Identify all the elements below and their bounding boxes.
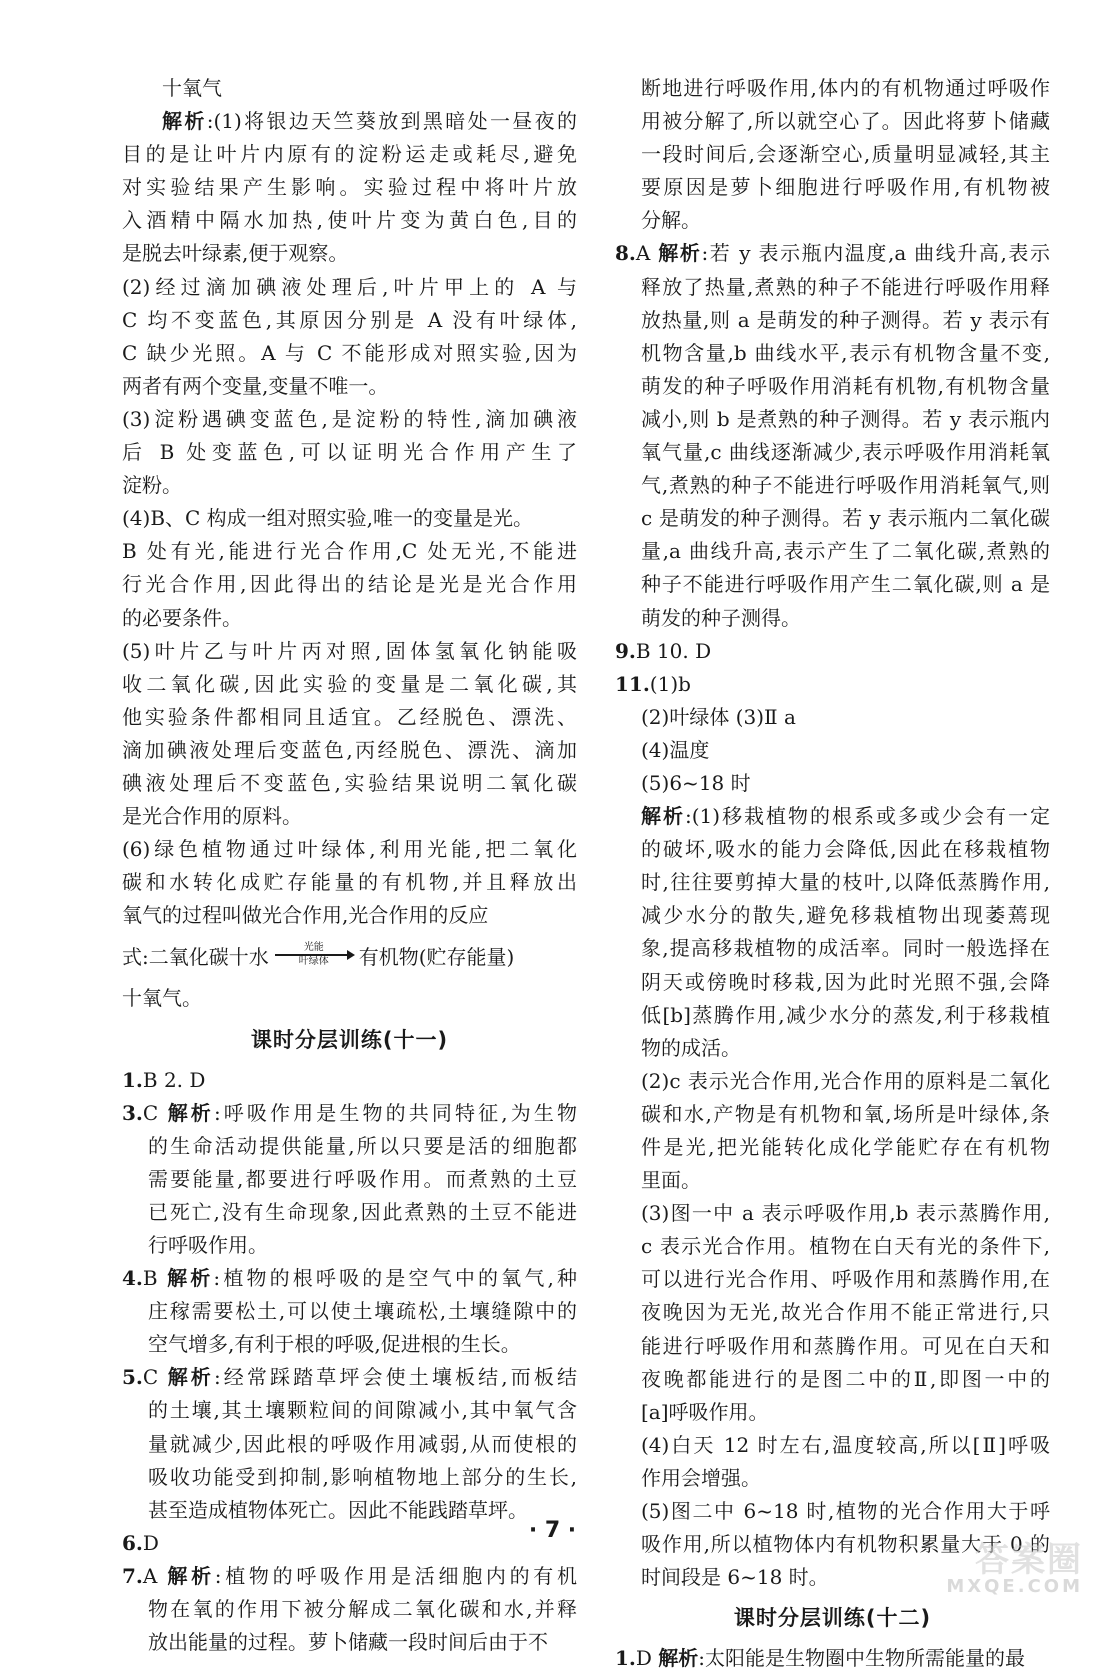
text-line (122, 72, 577, 105)
line-text: 碳和水转化成贮存能量的有机物,并且释放出 (122, 870, 577, 895)
text-line (615, 469, 1050, 502)
text-line (615, 1098, 1050, 1131)
line-text: 一段时间后,会逐渐空心,质量明显减轻,其主 (641, 142, 1050, 167)
line-text: 减少水分的散失,避免移栽植物出现萎蔫现 (641, 903, 1050, 928)
text-line (615, 204, 1050, 237)
line-text: 量就减少,因此根的呼吸作用减弱,从而使根的 (148, 1431, 577, 1456)
text-line (122, 1461, 577, 1494)
text-line (615, 833, 1050, 866)
text-line (615, 1396, 1050, 1429)
line-text: (2)c 表示光合作用,光合作用的原料是二氧化 (641, 1068, 1050, 1093)
text-line (122, 668, 577, 701)
text-line (122, 1428, 577, 1461)
text-line (122, 1163, 577, 1196)
line-text: C 缺少光照。A 与 C 不能形成对照实验,因为 (122, 340, 577, 365)
text-line (122, 237, 577, 270)
text-line (122, 1295, 577, 1328)
text-line (122, 304, 577, 337)
line-text: C (142, 1365, 168, 1390)
line-text: :经常踩踏草坪会使土壤板结,而板结 (213, 1365, 577, 1390)
line-text: 空气增多,有利于根的呼吸,促进根的生长。 (148, 1332, 521, 1357)
line-text: 目的是让叶片内原有的淀粉运走或耗尽,避免 (122, 142, 577, 167)
text-line (122, 568, 577, 601)
question-number: 7. (122, 1563, 143, 1588)
text-line (615, 1642, 1050, 1675)
text-line (615, 1263, 1050, 1296)
text-line (122, 1361, 577, 1394)
text-line (615, 966, 1050, 999)
line-text: 的生命活动提供能量,所以只要是活的细胞都 (148, 1133, 577, 1158)
line-text: 行光合作用,因此得出的结论是光是光合作用 (122, 572, 577, 597)
text-line (615, 535, 1050, 568)
line-text: 件是光,把光能转化成化学能贮存在有机物 (641, 1135, 1050, 1159)
text-line (615, 403, 1050, 436)
line-text: 吸作用,所以植物体内有机物积累量大于 0 的 (641, 1532, 1050, 1557)
line-text: 他实验条件都相同且适宜。乙经脱色、漂洗、 (122, 704, 577, 729)
line-text: 物在氧的作用下被分解成二氧化碳和水,并释 (148, 1597, 577, 1622)
line-text: B (142, 1266, 168, 1291)
line-text: 时间段是 6~18 时。 (641, 1565, 829, 1590)
text-line (122, 1064, 577, 1097)
text-line (615, 1164, 1050, 1197)
text-line (615, 171, 1050, 204)
line-text: 入酒精中隔水加热,使叶片变为黄白色,目的 (122, 208, 577, 233)
text-line (615, 701, 1050, 734)
line-text: 断地进行呼吸作用,体内的有机物通过呼吸作 (641, 76, 1050, 100)
text-line (122, 635, 577, 668)
line-text: c 是萌发的种子测得。若 y 表示瓶内二氧化碳 (641, 506, 1050, 531)
text-line (615, 800, 1050, 833)
question-number: 1. (122, 1067, 143, 1092)
line-text: 萌发的种子呼吸作用消耗有机物,有机物含量 (641, 373, 1050, 398)
reaction-arrow (275, 942, 353, 968)
text-line (122, 734, 577, 767)
line-text: 甚至造成植物体死亡。因此不能践踏草坪。 (148, 1497, 528, 1522)
left-column (122, 72, 577, 1659)
text-line (615, 734, 1050, 767)
line-text: B 2. D (142, 1067, 206, 1092)
text-line (615, 932, 1050, 965)
line-text: (4)白天 12 时左右,温度较高,所以[Ⅱ]呼吸 (641, 1432, 1050, 1457)
text-line (615, 502, 1050, 535)
analysis-label: 解析 (641, 804, 685, 829)
text-line (122, 1229, 577, 1262)
line-text: 时,往往要剪掉大量的枝叶,以降低蒸腾作用, (641, 870, 1050, 895)
text-line (122, 535, 577, 568)
question-number: 5. (122, 1365, 143, 1390)
right-column (615, 72, 1050, 1675)
line-text: :植物的呼吸作用是活细胞内的有机 (214, 1563, 577, 1588)
text-line (122, 171, 577, 204)
line-text: 量,a 曲线升高,表示产生了二氧化碳,煮熟的 (641, 539, 1050, 564)
line-text: 后 B 处变蓝色,可以证明光合作用产生了 (122, 440, 577, 465)
line-text: A (142, 1563, 168, 1588)
text-line (615, 1296, 1050, 1329)
line-text: D (635, 1646, 659, 1671)
line-text: 能进行呼吸作用和蒸腾作用。可见在白天和 (641, 1333, 1050, 1358)
text-line (615, 1131, 1050, 1164)
analysis-label: 解析 (167, 1365, 214, 1390)
text-line (122, 982, 577, 1015)
line-text: 氧气的过程叫做光合作用,光合作用的反应 (122, 903, 489, 928)
text-line (122, 602, 577, 635)
section-heading: 课时分层训练(十一) (250, 1027, 449, 1052)
question-number: 9. (615, 638, 636, 663)
text-line (122, 469, 577, 502)
answer-block (122, 1064, 577, 1660)
line-text: [a]呼吸作用。 (641, 1399, 769, 1424)
line-text: 减小,则 b 是煮熟的种子测得。若 y 表示瓶内 (641, 406, 1050, 431)
text-line (122, 337, 577, 370)
text-line (615, 1330, 1050, 1363)
arrow-condition-bottom: 叶绿体 (298, 956, 329, 968)
text-line (615, 436, 1050, 469)
text-line (615, 1065, 1050, 1098)
line-text: 对实验结果产生影响。实验过程中将叶片放 (122, 175, 577, 200)
line-text: 是光合作用的原料。 (122, 804, 302, 829)
line-text: 夜晚都能进行的是图二中的Ⅱ,即图一中的 (641, 1366, 1050, 1391)
text-line (122, 833, 577, 866)
text-line (615, 138, 1050, 171)
text-line (615, 602, 1050, 635)
answer-block (122, 72, 577, 932)
text-line (122, 204, 577, 237)
text-line (615, 568, 1050, 601)
question-number: 3. (122, 1100, 143, 1125)
text-line (615, 767, 1050, 800)
text-line (122, 1097, 577, 1130)
text-line (615, 899, 1050, 932)
question-number: 1. (615, 1646, 636, 1671)
text-line (122, 502, 577, 535)
line-text: 释放了热量,煮熟的种子不能进行呼吸作用释 (641, 274, 1050, 299)
line-text: 十氧气。 (122, 986, 202, 1011)
line-text: B 10. D (635, 638, 712, 663)
line-text: 低[b]蒸腾作用,减少水分的蒸发,利于移栽植 (641, 1002, 1050, 1027)
line-text: 行呼吸作用。 (148, 1233, 268, 1257)
line-text: C (142, 1100, 168, 1125)
line-text: 碘液处理后不变蓝色,实验结果说明二氧化碳 (122, 770, 577, 795)
line-text: 作用会增强。 (641, 1465, 761, 1490)
line-text: 可以进行光合作用、呼吸作用和蒸腾作用,在 (641, 1267, 1050, 1292)
text-line (615, 271, 1050, 304)
text-line (122, 436, 577, 469)
text-line (615, 635, 1050, 668)
text-line (122, 1560, 577, 1593)
answer-block (122, 982, 577, 1015)
analysis-label: 解析 (167, 1100, 214, 1125)
line-text: :太阳能是生物圈中生物所需能量的最 (698, 1646, 1026, 1671)
arrow-line (275, 954, 353, 956)
reaction-formula (122, 932, 577, 982)
text-line (615, 72, 1050, 105)
line-text: 碳和水,产物是有机物和氧,场所是叶绿体,条 (641, 1101, 1050, 1126)
line-text: 两者有两个变量,变量不唯一。 (122, 373, 389, 398)
line-text: 要原因是萝卜细胞进行呼吸作用,有机物被 (641, 175, 1050, 200)
line-text: 需要能量,都要进行呼吸作用。而煮熟的土豆 (148, 1166, 577, 1191)
text-line (615, 1363, 1050, 1396)
line-text: A (635, 241, 659, 266)
line-text: 夜晚因为无光,故光合作用不能正常进行,只 (641, 1300, 1050, 1325)
text-line (122, 138, 577, 171)
line-text: 象,提高移栽植物的成活率。同时一般选择在 (641, 936, 1050, 961)
line-text: 气,煮熟的种子不能进行呼吸作用消耗氧气,则 (641, 473, 1050, 498)
text-line (122, 370, 577, 403)
line-text: 收二氧化碳,因此实验的变量是二氧化碳,其 (122, 671, 577, 696)
line-text: 是脱去叶绿素,便于观察。 (122, 241, 349, 266)
line-text: 的土壤,其土壤颗粒间的间隙减小,其中氧气含 (148, 1398, 577, 1423)
line-text: D (142, 1530, 159, 1555)
line-text: 分解。 (641, 208, 701, 233)
text-line (615, 105, 1050, 138)
analysis-label: 解析 (658, 1646, 699, 1671)
question-number: 6. (122, 1530, 143, 1555)
line-text: (4)温度 (641, 737, 710, 762)
text-line (122, 866, 577, 899)
line-text: :植物的根呼吸的是空气中的氧气,种 (213, 1266, 577, 1291)
line-text: 种子不能进行呼吸作用产生二氧化碳,则 a 是 (641, 572, 1050, 597)
line-text: :(1)移栽植物的根系或多或少会有一定 (685, 804, 1050, 829)
line-text: (3)淀粉遇碘变蓝色,是淀粉的特性,滴加碘液 (122, 406, 577, 431)
text-line (615, 1032, 1050, 1065)
section-heading: 课时分层训练(十二) (733, 1606, 932, 1631)
analysis-label: 解析 (658, 241, 702, 266)
text-line (615, 1429, 1050, 1462)
text-line (615, 1197, 1050, 1230)
line-text: :(1)将银边天竺葵放到黑暗处一昼夜的 (206, 109, 577, 134)
watermark-url: MXQE.COM (946, 1576, 1083, 1597)
line-text: 淀粉。 (122, 473, 182, 498)
text-line (122, 1328, 577, 1361)
line-text: B 处有光,能进行光合作用,C 处无光,不能进 (122, 539, 577, 564)
line-text: 的破坏,吸水的能力会降低,因此在移栽植物 (641, 837, 1050, 862)
line-text: (5)叶片乙与叶片丙对照,固体氢氧化钠能吸 (122, 638, 577, 663)
line-text: 放热量,则 a 是萌发的种子测得。若 y 表示有 (641, 307, 1050, 332)
line-text: (2)经过滴加碘液处理后,叶片甲上的 A 与 (122, 274, 577, 299)
arrow-condition-top: 光能 (303, 942, 324, 954)
line-text: 阴天或傍晚时移栽,因为此时光照不强,会降 (641, 969, 1050, 994)
line-text: 吸收功能受到抑制,影响植物地上部分的生长, (148, 1464, 577, 1489)
line-text: 用被分解了,所以就空心了。因此将萝卜储藏 (641, 109, 1050, 134)
text-line (615, 237, 1050, 270)
analysis-label: 解析 (167, 1563, 215, 1588)
text-line (122, 1593, 577, 1626)
line-text: (2)叶绿体 (3)Ⅱ a (641, 704, 796, 729)
text-line (122, 899, 577, 932)
line-text: (6)绿色植物通过叶绿体,利用光能,把二氧化 (122, 837, 577, 862)
text-line (615, 304, 1050, 337)
watermark-logo (883, 1542, 1083, 1596)
analysis-label: 解析 (167, 1266, 214, 1291)
text-line (122, 701, 577, 734)
text-line (122, 1262, 577, 1295)
formula-reactants: 式:二氧化碳十水 (122, 945, 269, 970)
line-text: (3)图一中 a 表示呼吸作用,b 表示蒸腾作用, (641, 1201, 1050, 1226)
text-line (615, 337, 1050, 370)
line-text: (5)图二中 6~18 时,植物的光合作用大于呼 (641, 1499, 1050, 1524)
line-text: 已死亡,没有生命现象,因此煮熟的土豆不能进 (148, 1199, 577, 1224)
line-text: 庄稼需要松土,可以使土壤疏松,土壤缝隙中的 (148, 1299, 577, 1324)
question-number: 4. (122, 1266, 143, 1291)
line-text: 物的成活。 (641, 1035, 741, 1060)
answer-block (615, 72, 1050, 1594)
text-line (122, 403, 577, 436)
formula-products: 有机物(贮存能量) (358, 945, 515, 970)
text-line (122, 1626, 577, 1659)
text-line (122, 1130, 577, 1163)
line-text: :若 y 表示瓶内温度,a 曲线升高,表示 (701, 241, 1050, 266)
line-text: 氧气量,c 曲线逐渐减少,表示呼吸作用消耗氧 (641, 440, 1050, 465)
text-line (615, 866, 1050, 899)
text-line (122, 1394, 577, 1427)
line-text: c 表示光合作用。植物在白天有光的条件下, (641, 1234, 1050, 1259)
page-number: · 7 · (528, 1518, 577, 1543)
line-text: (5)6~18 时 (641, 770, 751, 795)
line-text: C 均不变蓝色,其原因分别是 A 没有叶绿体, (122, 307, 577, 332)
answer-block (615, 1642, 1050, 1675)
question-number: 8. (615, 241, 636, 266)
line-text: (1)b (649, 671, 691, 696)
line-text: :呼吸作用是生物的共同特征,为生物 (213, 1100, 577, 1125)
line-text: 的必要条件。 (122, 605, 242, 630)
watermark-text: 答案圈 (975, 1540, 1083, 1580)
line-text: (4)B、C 构成一组对照实验,唯一的变量是光。 (122, 506, 534, 531)
text-line (615, 370, 1050, 403)
line-text: 萌发的种子测得。 (641, 605, 801, 630)
line-text: 机物含量,b 曲线水平,表示有机物含量不变, (641, 340, 1050, 365)
text-line (122, 800, 577, 833)
question-number: 11. (615, 671, 650, 696)
text-line (122, 1196, 577, 1229)
text-line (615, 668, 1050, 701)
text-line (122, 271, 577, 304)
text-line (615, 999, 1050, 1032)
line-text: 十氧气 (162, 76, 222, 100)
line-text: 里面。 (641, 1168, 701, 1193)
text-line (615, 1462, 1050, 1495)
line-text: 滴加碘液处理后变蓝色,丙经脱色、漂洗、滴加 (122, 737, 577, 762)
analysis-label: 解析 (162, 109, 207, 134)
text-line (615, 1230, 1050, 1263)
line-text: 放出能量的过程。萝卜储藏一段时间后由于不 (148, 1630, 548, 1655)
text-line (122, 767, 577, 800)
text-line (122, 105, 577, 138)
